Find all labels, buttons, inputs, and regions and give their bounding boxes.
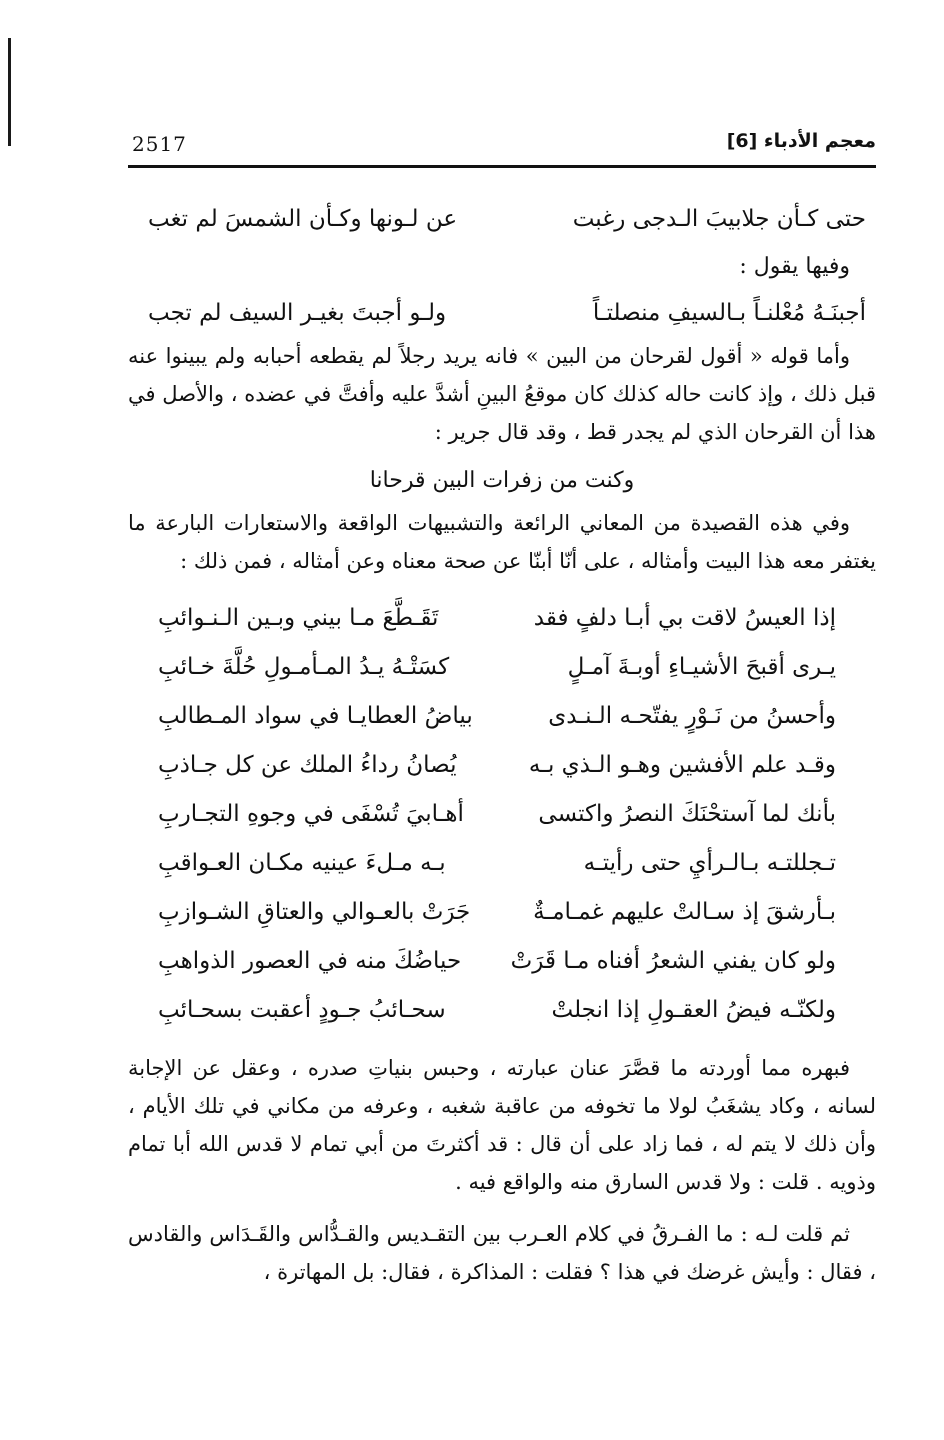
quoted-verse: وكنت من زفرات البين قرحانا [369,468,635,493]
verse-intro: وفيها يقول : [739,254,850,279]
verse-first-hemistich: ولكنّـه فيضُ العقـولِ إذا انجلتْ [551,997,836,1023]
poem-verse [128,937,876,986]
verse-first-hemistich: بـأرشقَ إذ سـالتْ عليهم غمـامـةٌ [533,899,836,925]
verse-first-hemistich: إذا العيسُ لاقت بي أبـا دلفٍ فقد [533,605,836,631]
verse-second-hemistich: حياضُكَ منه في العصور الذواهبِ [158,948,462,974]
poem-verse [128,986,876,1035]
poem-verse [128,643,876,692]
page-header [128,126,876,166]
verse-second-hemistich: تَقَـطَّعَ مـا بيني وبـين الـنـوائبِ [158,605,439,631]
verse-first-hemistich: أجبنَـهُ مُعْلنـاً بـالسيفِ منصلتـاً [592,300,866,326]
verse-first-hemistich: حتى كـأن جلابيبَ الـدجى رغبت [572,206,866,232]
verse-second-hemistich: بـه مـلءَ عينيه مكـان العـواقبِ [158,850,446,876]
header-rule [128,165,876,168]
verse-first-hemistich: وأحسنُ من نَـوْرٍ يفتّحـه الـنـدى [548,703,836,729]
verse-second-hemistich: سحـائبُ جـودٍ أعقبت بسحـائبِ [158,997,446,1023]
paragraph: فبهره مما أوردته ما قصَّرَ عنان عبارته ، وحبس بنياتِ صدره ، وعقل عن الإجابة لسانه ، وكاد يشغَبُ لولا ما تخوفه من عاقبة شغبه ، وعرفه من مكاني في تلك الأيام ، وأن ذلك لا يتم له ، فما زاد على أن قال : قد أكثرتَ من أبي تمام لا قدس الله أبا تمام وذويه . قلت : ولا قدس السارق منه والواقع فيه . [128,1056,876,1194]
page-body [128,196,876,1291]
verse-line [128,290,876,337]
verse-second-hemistich: جَرَتْ بالعـوالي والعتاقِ الشـوازبِ [158,899,471,925]
poem [128,594,876,1035]
verse-second-hemistich: أهـابيَ تُسْفَى في وجوهِ التجـاربِ [158,801,464,827]
verse-first-hemistich: تـجللتـه بـالـرأيِ حتى رأيتـه [583,850,836,876]
poem-verse [128,888,876,937]
paragraph: وأما قوله « أقول لقرحان من البين » فانه يريد رجلاً لم يقطعه أحبابه ولم يبينوا عنه قبل ذلك ، وإذ كانت حاله كذلك كان موقعُ البينِ أشدَّ عليه وأفتَّ في عضده ، والأصل في هذا أن القرحان الذي لم يجدر قط ، وقد قال جرير : [128,344,876,444]
verse-second-hemistich: عن لـونها وكـأن الشمسَ لم تغب [148,206,458,232]
paragraph: وفي هذه القصيدة من المعاني الرائعة والتشبيهات الواقعة والاستعارات البارعة ما يغتفر معه هذا البيت وأمثاله ، على أنّا أبنّا عن صحة معناه وعن أمثاله ، فمن ذلك : [128,511,876,573]
paragraph: ثم قلت لـه : ما الفـرقُ في كلام العـرب بين التقـديس والقـدُّاس والقَـدَاس والقادس ، فقال : وأيش غرضك في هذا ؟ فقلت : المذاكرة ، فقال: بل المهاترة ، [128,1222,876,1284]
verse-first-hemistich: ولو كان يفني الشعرُ أفناه مـا قَرَتْ [510,948,836,974]
poem-verse [128,790,876,839]
verse-line [128,196,876,243]
verse-second-hemistich: ولـو أجبتَ بغيـر السيف لم تجب [148,300,447,326]
poem-verse [128,839,876,888]
verse-first-hemistich: يـرى أقبحَ الأشيـاءِ أوبـةَ آمـلٍ [567,654,836,680]
verse-second-hemistich: بياضُ العطايـا في سواد المـطالبِ [158,703,473,729]
poem-verse [128,594,876,643]
verse-first-hemistich: وقـد علم الأفشين وهـو الـذي بـه [528,752,836,778]
page-edge-mark [8,38,11,146]
verse-first-hemistich: بأنك لما آستحْنَكَ النصرُ واكتسى [538,801,836,827]
verse-second-hemistich: كسَتْـهُ يـدُ المـأمـولِ حُلَّةَ خـائبِ [158,654,450,680]
verse-second-hemistich: يُصانُ رداءُ الملك عن كل جـاذبِ [158,752,457,778]
running-title: معجم الأدباء [6] [726,130,876,152]
poem-verse [128,741,876,790]
page-number: 2517 [132,132,187,156]
poem-verse [128,692,876,741]
